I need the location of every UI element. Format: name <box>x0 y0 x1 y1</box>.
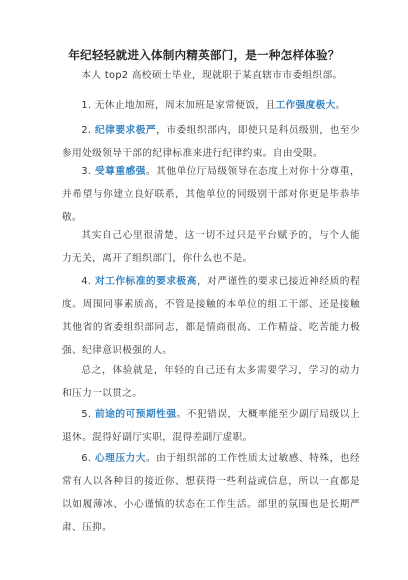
paragraph-text: 总之，体验就是，年轻的自己还有太多需要学习，学习的动力和压力一以贯之。 <box>62 365 360 399</box>
paragraph-text: 本人 top2 高校硕士毕业，现就职于某直辖市市委组织部。 <box>81 70 343 81</box>
paragraph-item-2 <box>62 119 360 165</box>
article-title: 年纪轻轻就进入体制内精英部门，是一种怎样体验？ <box>68 48 340 62</box>
paragraph-text: 3. <box>81 166 95 177</box>
paragraph-text: 4. <box>81 276 95 287</box>
paragraph-text: ，市委组织部内，即使只是科员级别，也至少参用处级领导干部的纪律标准来进行纪律约束。自由受限。 <box>62 125 361 159</box>
highlight-text: 心理压力大 <box>94 453 146 464</box>
paragraph-item-1 <box>62 94 360 117</box>
paragraph-item-3 <box>62 160 360 229</box>
paragraph-item-6 <box>62 447 360 539</box>
highlight-text: 受尊重感强 <box>94 166 146 177</box>
paragraph-summary <box>62 359 360 405</box>
paragraph-text: 。由于组织部的工作性质太过敏感、特殊，也经常有人以各种目的接近你、想获得一些利益或信息，所以一直都是以如履薄冰、小心谨慎的状态在工作生活。部里的氛围也是长期严肃、压抑。 <box>62 453 361 533</box>
paragraph-text: 其实自己心里很清楚，这一切不过只是平台赋予的，与个人能力无关，离开了组织部门，你什么也不是。 <box>62 230 360 264</box>
paragraph-text: 。 <box>335 100 346 111</box>
highlight-text: 对工作标准的要求极高 <box>94 276 197 287</box>
paragraph-item-5 <box>62 403 360 449</box>
paragraph-text: ，对严谨性的要求已接近神经质的程度。周围同事素质高，不管是接触的本单位的组工干部、还是接触其他省的省委组织部同志，都是情商很高、工作精益、吃苦能力极强、纪律意识极强的人。 <box>62 276 361 356</box>
paragraph-text: 5. <box>81 409 95 420</box>
paragraph-text: 1. 无休止地加班，周末加班是家常便饭，且 <box>81 100 276 111</box>
highlight-text: 工作强度极大 <box>275 100 336 111</box>
paragraph-reflection <box>62 224 360 270</box>
paragraph-text: 。不犯错误，大概率能至少副厅局级以上退休。混得好副厅实职，混得差副厅虚职。 <box>62 409 360 443</box>
paragraph-intro <box>62 64 360 87</box>
highlight-text: 纪律要求极严 <box>94 125 157 136</box>
paragraph-item-4 <box>62 270 360 362</box>
paragraph-text: 6. <box>81 453 95 464</box>
paragraph-text: 。其他单位厅局级领导在态度上对你十分尊重，并希望与你建立良好联系，其他单位的同级别干部对你更是毕恭毕敬。 <box>62 166 361 223</box>
highlight-text: 前途的可预期性强 <box>94 409 177 420</box>
paragraph-text: 2. <box>81 125 95 136</box>
